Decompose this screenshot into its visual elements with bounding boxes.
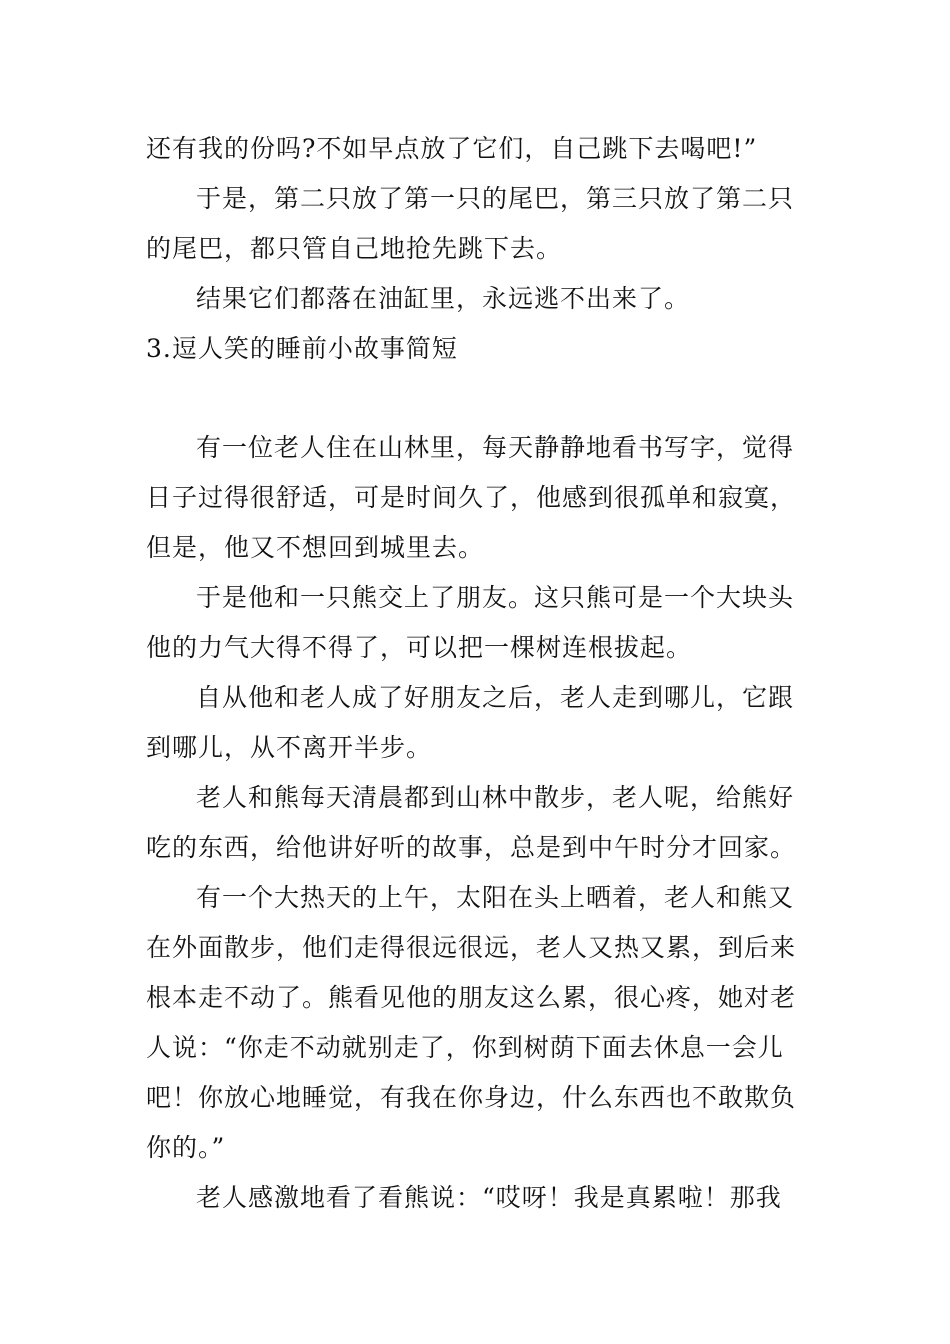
text-line: 根本走不动了。熊看见他的朋友这么累，很心疼，她对老 — [146, 983, 797, 1012]
paragraph-start-line: 老人感激地看了看熊说：“哎呀！我是真累啦！那我 — [196, 1183, 782, 1212]
text-line: 人说：“你走不动就别走了，你到树荫下面去休息一会儿 — [146, 1033, 784, 1062]
text-line: 的尾巴，都只管自己地抢先跳下去。 — [146, 234, 563, 263]
text-line: 在外面散步，他们走得很远很远，老人又热又累，到后来 — [146, 933, 797, 962]
paragraph-start-line: 于是，第二只放了第一只的尾巴，第三只放了第二只 — [196, 184, 795, 213]
paragraph-start-line: 自从他和老人成了好朋友之后，老人走到哪儿，它跟 — [196, 683, 795, 712]
paragraph-start-line: 结果它们都落在油缸里，永远逃不出来了。 — [196, 284, 691, 313]
paragraph-start-line: 于是他和一只熊交上了朋友。这只熊可是一个大块头 — [196, 583, 795, 612]
text-line: 还有我的份吗?不如早点放了它们，自己跳下去喝吧!” — [146, 134, 758, 163]
text-line: 日子过得很舒适，可是时间久了，他感到很孤单和寂寞， — [146, 483, 797, 512]
text-line: 你的。” — [146, 1133, 226, 1162]
paragraph-start-line: 有一个大热天的上午，太阳在头上晒着，老人和熊又 — [196, 883, 795, 912]
paragraph-start-line: 有一位老人住在山林里，每天静静地看书写字，觉得 — [196, 433, 795, 462]
section-heading: 3.逗人笑的睡前小故事简短 — [146, 334, 458, 363]
text-line: 但是，他又不想回到城里去。 — [146, 533, 485, 562]
paragraph-start-line: 老人和熊每天清晨都到山林中散步，老人呢，给熊好 — [196, 783, 795, 812]
text-line: 他的力气大得不得了，可以把一棵树连根拔起。 — [146, 633, 693, 662]
text-line: 吧！你放心地睡觉，有我在你身边，什么东西也不敢欺负 — [146, 1083, 797, 1112]
text-line: 吃的东西，给他讲好听的故事，总是到中午时分才回家。 — [146, 833, 797, 862]
text-line: 到哪儿，从不离开半步。 — [146, 733, 433, 762]
